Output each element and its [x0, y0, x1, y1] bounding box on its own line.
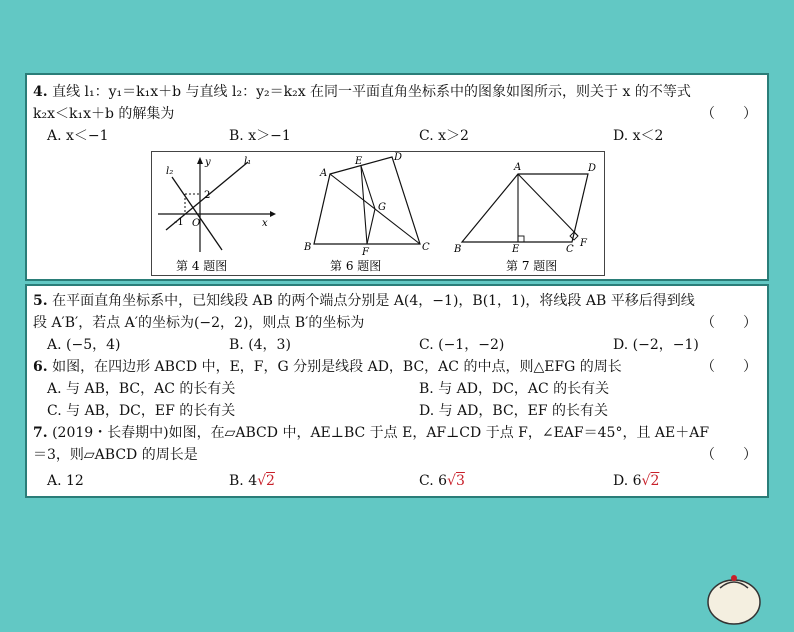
q7-option-c-sqrt-icon: √ — [447, 473, 456, 489]
q5-option-b[interactable]: B. (4，3) — [229, 337, 291, 353]
fig7-label-b: B — [454, 244, 462, 255]
fig6-label-g: G — [378, 202, 386, 213]
fig7-right-angle-e — [518, 236, 524, 242]
q7-stem-text1: (2019・长春期中)如图，在▱ABCD 中，AE⊥BC 于点 E，AF⊥CD 于点 F，∠EAF＝45°，且 AE＋AF — [52, 425, 710, 441]
q7-option-d[interactable] — [613, 472, 659, 490]
fig4-label-two: 2 — [204, 190, 211, 201]
q4-number: 4. — [33, 84, 48, 100]
decorative-doodle-icon — [700, 572, 770, 632]
fig4-caption: 第 4 题图 — [176, 259, 228, 273]
fig4-label-x: x — [262, 218, 268, 229]
fig4-x-arrow — [270, 211, 276, 217]
fig7-abcd — [462, 174, 588, 242]
q4-option-a[interactable]: A. x＜−1 — [47, 128, 109, 144]
fig6-label-a: A — [320, 168, 328, 179]
q6-number: 6. — [33, 359, 48, 375]
q7-option-a[interactable]: A. 12 — [47, 473, 84, 489]
figures-panel — [151, 151, 605, 276]
fig6-caption: 第 6 题图 — [330, 259, 382, 273]
fig6-quadrilateral — [292, 152, 432, 275]
fig7-label-e: E — [512, 244, 520, 255]
q6-answer-paren[interactable]: （ ） — [701, 359, 757, 375]
fig7-label-f: F — [580, 238, 587, 249]
q4-option-b[interactable]: B. x＞−1 — [229, 128, 291, 144]
fig7-caption: 第 7 题图 — [506, 259, 558, 273]
fig7-label-c: C — [566, 244, 574, 255]
fig6-label-d: D — [394, 152, 403, 163]
q4-option-d[interactable]: D. x＜2 — [613, 128, 664, 144]
q7-option-c-radicand: 3 — [455, 473, 465, 489]
q7-number: 7. — [33, 425, 48, 441]
q7-option-c-text: C. 6 — [419, 473, 448, 489]
fig4-label-l1: l₁ — [244, 156, 252, 167]
q7-option-b[interactable] — [229, 472, 275, 490]
q6-stem-text1: 如图，在四边形 ABCD 中，E，F，G 分别是线段 AD，BC，AC 的中点，则△EFG 的周长 — [52, 359, 622, 375]
fig6-label-f: F — [362, 247, 369, 258]
q7-option-b-text: B. 4 — [229, 473, 258, 489]
q7-stem-line2 — [33, 446, 761, 464]
q5-option-d[interactable]: D. (−2，−1) — [613, 337, 699, 353]
fig7-segment-af — [518, 174, 578, 236]
q4-stem-line1 — [33, 83, 761, 101]
fig4-label-minus-one: -1 — [174, 217, 184, 228]
fig6-label-c: C — [422, 242, 430, 253]
q4-stem-line2 — [33, 105, 761, 123]
fig6-label-e: E — [355, 156, 363, 167]
q7-stem-line1 — [33, 424, 761, 442]
q7-answer-paren[interactable]: （ ） — [701, 447, 757, 463]
q5-stem-text2: 段 A′B′，若点 A′的坐标为(−2，2)，则点 B′的坐标为 — [33, 315, 365, 331]
q6-option-c[interactable]: C. 与 AB，DC，EF 的长有关 — [47, 403, 236, 419]
q6-option-d[interactable]: D. 与 AD，BC，EF 的长有关 — [419, 403, 609, 419]
question-card-2 — [25, 284, 769, 498]
q4-stem-text2: k₂x＜k₁x＋b 的解集为 — [33, 106, 175, 122]
fig4-label-origin: O — [192, 218, 201, 229]
fig7-label-d: D — [588, 163, 597, 174]
fig6-segment-ef — [361, 166, 367, 244]
q6-option-a[interactable]: A. 与 AB，BC，AC 的长有关 — [47, 381, 236, 397]
q5-number: 5. — [33, 293, 48, 309]
fig6-segment-fg — [367, 209, 375, 244]
fig4-label-y: y — [205, 157, 211, 168]
q7-option-c[interactable] — [419, 472, 465, 490]
fig7-parallelogram — [450, 152, 604, 275]
fig4-y-arrow — [197, 157, 203, 164]
q5-stem-text1: 在平面直角坐标系中，已知线段 AB 的两个端点分别是 A(4，−1)，B(1，1)，将线段 AB 平移后得到线 — [52, 293, 695, 309]
q4-answer-paren[interactable]: （ ） — [701, 106, 757, 122]
q6-option-b[interactable]: B. 与 AD，DC，AC 的长有关 — [419, 381, 610, 397]
q7-stem-text2: ＝3，则▱ABCD 的周长是 — [33, 447, 198, 463]
q5-stem-line1 — [33, 292, 761, 310]
q7-option-d-text: D. 6 — [613, 473, 642, 489]
q7-option-b-radicand: 2 — [266, 473, 275, 489]
q7-option-d-radicand: 2 — [650, 473, 660, 489]
q5-stem-line2 — [33, 314, 761, 332]
q4-stem-text1: 直线 l₁：y₁＝k₁x＋b 与直线 l₂：y₂＝k₂x 在同一平面直角坐标系中的图象如图所示，则关于 x 的不等式 — [52, 84, 691, 100]
q5-option-a[interactable]: A. (−5，4) — [47, 337, 121, 353]
q7-option-b-sqrt-icon: √ — [257, 473, 267, 489]
q4-option-c[interactable]: C. x＞2 — [419, 128, 469, 144]
fig6-label-b: B — [304, 242, 312, 253]
fig4-graph — [152, 152, 282, 275]
q7-option-d-sqrt-icon: √ — [641, 473, 651, 489]
fig7-label-a: A — [514, 162, 522, 173]
fig4-label-l2: l₂ — [166, 166, 174, 177]
q5-option-c[interactable]: C. (−1，−2) — [419, 337, 505, 353]
q5-answer-paren[interactable]: （ ） — [701, 315, 757, 331]
q6-stem-line1 — [33, 358, 761, 376]
